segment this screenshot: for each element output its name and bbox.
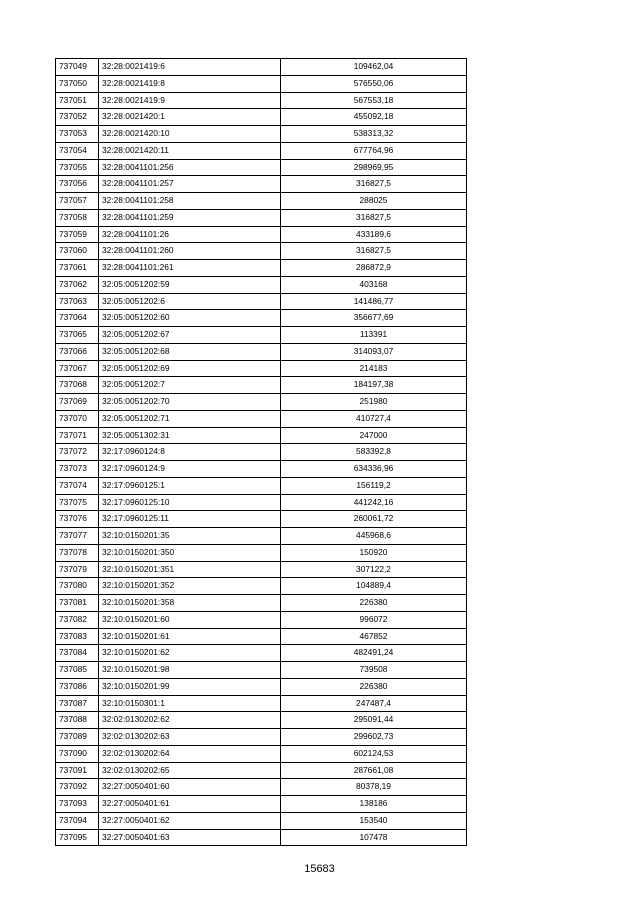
table-row [56, 762, 467, 779]
value-cell: 153540 [281, 812, 467, 829]
table-row [56, 628, 467, 645]
record-id-cell: 737072 [56, 444, 99, 461]
record-id-cell: 737089 [56, 729, 99, 746]
value-cell: 104889,4 [281, 578, 467, 595]
table-row [56, 511, 467, 528]
record-id-cell: 737070 [56, 410, 99, 427]
record-id-cell: 737086 [56, 678, 99, 695]
cadastral-number-cell: 32:28:0021419:6 [99, 59, 281, 76]
table-row [56, 226, 467, 243]
cadastral-number-cell: 32:05:0051202:68 [99, 343, 281, 360]
table-row [56, 678, 467, 695]
value-cell: 567553,18 [281, 92, 467, 109]
cadastral-number-cell: 32:28:0041101:256 [99, 159, 281, 176]
value-cell: 433189,6 [281, 226, 467, 243]
cadastral-number-cell: 32:28:0021420:11 [99, 142, 281, 159]
record-id-cell: 737052 [56, 109, 99, 126]
table-row [56, 745, 467, 762]
record-id-cell: 737091 [56, 762, 99, 779]
cadastral-number-cell: 32:17:0960125:11 [99, 511, 281, 528]
record-id-cell: 737093 [56, 796, 99, 813]
record-id-cell: 737073 [56, 461, 99, 478]
value-cell: 150920 [281, 544, 467, 561]
value-cell: 739508 [281, 662, 467, 679]
record-id-cell: 737087 [56, 695, 99, 712]
record-id-cell: 737049 [56, 59, 99, 76]
record-id-cell: 737051 [56, 92, 99, 109]
cadastral-number-cell: 32:28:0021420:10 [99, 126, 281, 143]
cadastral-number-cell: 32:28:0021419:9 [99, 92, 281, 109]
cadastral-number-cell: 32:05:0051302:31 [99, 427, 281, 444]
value-cell: 295091,44 [281, 712, 467, 729]
page-number: 15683 [304, 863, 335, 875]
table-row [56, 662, 467, 679]
value-cell: 138186 [281, 796, 467, 813]
record-id-cell: 737077 [56, 528, 99, 545]
value-cell: 356677,69 [281, 310, 467, 327]
record-id-cell: 737092 [56, 779, 99, 796]
cadastral-number-cell: 32:28:0041101:261 [99, 260, 281, 277]
record-id-cell: 737061 [56, 260, 99, 277]
value-cell: 307122,2 [281, 561, 467, 578]
value-cell: 299602,73 [281, 729, 467, 746]
value-cell: 445968,6 [281, 528, 467, 545]
table-row [56, 595, 467, 612]
value-cell: 260061,72 [281, 511, 467, 528]
cadastral-number-cell: 32:10:0150201:358 [99, 595, 281, 612]
table-row [56, 561, 467, 578]
cadastral-number-cell: 32:05:0051202:59 [99, 276, 281, 293]
value-cell: 298969,95 [281, 159, 467, 176]
cadastral-number-cell: 32:27:0050401:60 [99, 779, 281, 796]
record-id-cell: 737058 [56, 209, 99, 226]
value-cell: 107478 [281, 829, 467, 846]
value-cell: 410727,4 [281, 410, 467, 427]
table-row [56, 796, 467, 813]
table-row [56, 260, 467, 277]
record-id-cell: 737069 [56, 394, 99, 411]
table-row [56, 75, 467, 92]
cadastral-number-cell: 32:02:0130202:62 [99, 712, 281, 729]
record-id-cell: 737057 [56, 193, 99, 210]
cadastral-number-cell: 32:28:0041101:259 [99, 209, 281, 226]
cadastral-number-cell: 32:28:0041101:26 [99, 226, 281, 243]
value-cell: 288025 [281, 193, 467, 210]
value-cell: 316827,5 [281, 209, 467, 226]
cadastral-number-cell: 32:05:0051202:70 [99, 394, 281, 411]
value-cell: 80378,19 [281, 779, 467, 796]
record-id-cell: 737076 [56, 511, 99, 528]
value-cell: 538313,32 [281, 126, 467, 143]
record-id-cell: 737078 [56, 544, 99, 561]
table-row [56, 812, 467, 829]
cadastral-number-cell: 32:10:0150201:350 [99, 544, 281, 561]
value-cell: 247487,4 [281, 695, 467, 712]
record-id-cell: 737071 [56, 427, 99, 444]
table-row [56, 578, 467, 595]
table-row [56, 209, 467, 226]
cadastral-number-cell: 32:27:0050401:62 [99, 812, 281, 829]
table-row [56, 360, 467, 377]
cadastral-number-cell: 32:10:0150201:60 [99, 611, 281, 628]
record-id-cell: 737068 [56, 377, 99, 394]
value-cell: 226380 [281, 595, 467, 612]
value-cell: 226380 [281, 678, 467, 695]
value-cell: 251980 [281, 394, 467, 411]
record-id-cell: 737094 [56, 812, 99, 829]
value-cell: 141486,77 [281, 293, 467, 310]
record-id-cell: 737055 [56, 159, 99, 176]
cadastral-number-cell: 32:28:0021419:8 [99, 75, 281, 92]
value-cell: 576550,06 [281, 75, 467, 92]
record-id-cell: 737079 [56, 561, 99, 578]
record-id-cell: 737063 [56, 293, 99, 310]
value-cell: 634336,96 [281, 461, 467, 478]
cadastral-number-cell: 32:10:0150201:352 [99, 578, 281, 595]
record-id-cell: 737082 [56, 611, 99, 628]
record-id-cell: 737074 [56, 477, 99, 494]
cadastral-number-cell: 32:28:0041101:258 [99, 193, 281, 210]
table-row [56, 461, 467, 478]
cadastral-number-cell: 32:27:0050401:63 [99, 829, 281, 846]
table-row [56, 126, 467, 143]
table-row [56, 193, 467, 210]
cadastral-number-cell: 32:28:0021420:1 [99, 109, 281, 126]
record-id-cell: 737065 [56, 327, 99, 344]
table-row [56, 109, 467, 126]
value-cell: 441242,16 [281, 494, 467, 511]
record-id-cell: 737081 [56, 595, 99, 612]
table-row [56, 377, 467, 394]
value-cell: 583392,8 [281, 444, 467, 461]
table-row [56, 829, 467, 846]
record-id-cell: 737080 [56, 578, 99, 595]
cadastral-number-cell: 32:17:0960125:1 [99, 477, 281, 494]
cadastral-number-cell: 32:10:0150201:351 [99, 561, 281, 578]
cadastral-number-cell: 32:05:0051202:67 [99, 327, 281, 344]
table-row [56, 327, 467, 344]
value-cell: 247000 [281, 427, 467, 444]
record-id-cell: 737083 [56, 628, 99, 645]
record-id-cell: 737062 [56, 276, 99, 293]
record-id-cell: 737085 [56, 662, 99, 679]
table-row [56, 712, 467, 729]
cadastral-number-cell: 32:05:0051202:7 [99, 377, 281, 394]
record-id-cell: 737084 [56, 645, 99, 662]
value-cell: 156119,2 [281, 477, 467, 494]
cadastral-number-cell: 32:05:0051202:71 [99, 410, 281, 427]
value-cell: 214183 [281, 360, 467, 377]
table-row [56, 310, 467, 327]
record-id-cell: 737054 [56, 142, 99, 159]
cadastral-number-cell: 32:10:0150301:1 [99, 695, 281, 712]
value-cell: 314093,07 [281, 343, 467, 360]
table-row [56, 444, 467, 461]
value-cell: 467852 [281, 628, 467, 645]
cadastral-number-cell: 32:28:0041101:257 [99, 176, 281, 193]
table-row [56, 176, 467, 193]
cadastral-number-cell: 32:10:0150201:35 [99, 528, 281, 545]
table-row [56, 528, 467, 545]
value-cell: 403168 [281, 276, 467, 293]
record-id-cell: 737059 [56, 226, 99, 243]
records-table-body [56, 59, 467, 846]
cadastral-number-cell: 32:05:0051202:60 [99, 310, 281, 327]
cadastral-number-cell: 32:02:0130202:65 [99, 762, 281, 779]
table-row [56, 611, 467, 628]
record-id-cell: 737066 [56, 343, 99, 360]
table-row [56, 142, 467, 159]
record-id-cell: 737064 [56, 310, 99, 327]
record-id-cell: 737075 [56, 494, 99, 511]
cadastral-number-cell: 32:17:0960124:9 [99, 461, 281, 478]
cadastral-number-cell: 32:27:0050401:61 [99, 796, 281, 813]
table-row [56, 695, 467, 712]
value-cell: 316827,5 [281, 176, 467, 193]
value-cell: 286872,9 [281, 260, 467, 277]
table-row [56, 410, 467, 427]
record-id-cell: 737095 [56, 829, 99, 846]
value-cell: 287661,08 [281, 762, 467, 779]
table-row [56, 59, 467, 76]
table-row [56, 276, 467, 293]
table-row [56, 779, 467, 796]
table-row [56, 544, 467, 561]
cadastral-number-cell: 32:28:0041101:260 [99, 243, 281, 260]
value-cell: 677764,96 [281, 142, 467, 159]
value-cell: 455092,18 [281, 109, 467, 126]
table-row [56, 293, 467, 310]
cadastral-number-cell: 32:05:0051202:69 [99, 360, 281, 377]
cadastral-number-cell: 32:02:0130202:63 [99, 729, 281, 746]
table-row [56, 477, 467, 494]
table-row [56, 645, 467, 662]
records-table [55, 58, 467, 846]
value-cell: 316827,5 [281, 243, 467, 260]
value-cell: 996072 [281, 611, 467, 628]
cadastral-number-cell: 32:10:0150201:99 [99, 678, 281, 695]
table-row [56, 394, 467, 411]
value-cell: 602124,53 [281, 745, 467, 762]
record-id-cell: 737056 [56, 176, 99, 193]
cadastral-number-cell: 32:17:0960125:10 [99, 494, 281, 511]
table-row [56, 427, 467, 444]
value-cell: 184197,38 [281, 377, 467, 394]
record-id-cell: 737050 [56, 75, 99, 92]
record-id-cell: 737053 [56, 126, 99, 143]
cadastral-number-cell: 32:05:0051202:6 [99, 293, 281, 310]
cadastral-number-cell: 32:17:0960124:8 [99, 444, 281, 461]
record-id-cell: 737088 [56, 712, 99, 729]
table-row [56, 159, 467, 176]
cadastral-number-cell: 32:10:0150201:98 [99, 662, 281, 679]
value-cell: 109462,04 [281, 59, 467, 76]
cadastral-number-cell: 32:10:0150201:62 [99, 645, 281, 662]
cadastral-number-cell: 32:10:0150201:61 [99, 628, 281, 645]
table-row [56, 494, 467, 511]
record-id-cell: 737067 [56, 360, 99, 377]
cadastral-number-cell: 32:02:0130202:64 [99, 745, 281, 762]
record-id-cell: 737090 [56, 745, 99, 762]
value-cell: 482491,24 [281, 645, 467, 662]
table-row [56, 92, 467, 109]
table-row [56, 343, 467, 360]
record-id-cell: 737060 [56, 243, 99, 260]
table-row [56, 729, 467, 746]
table-row [56, 243, 467, 260]
value-cell: 113391 [281, 327, 467, 344]
